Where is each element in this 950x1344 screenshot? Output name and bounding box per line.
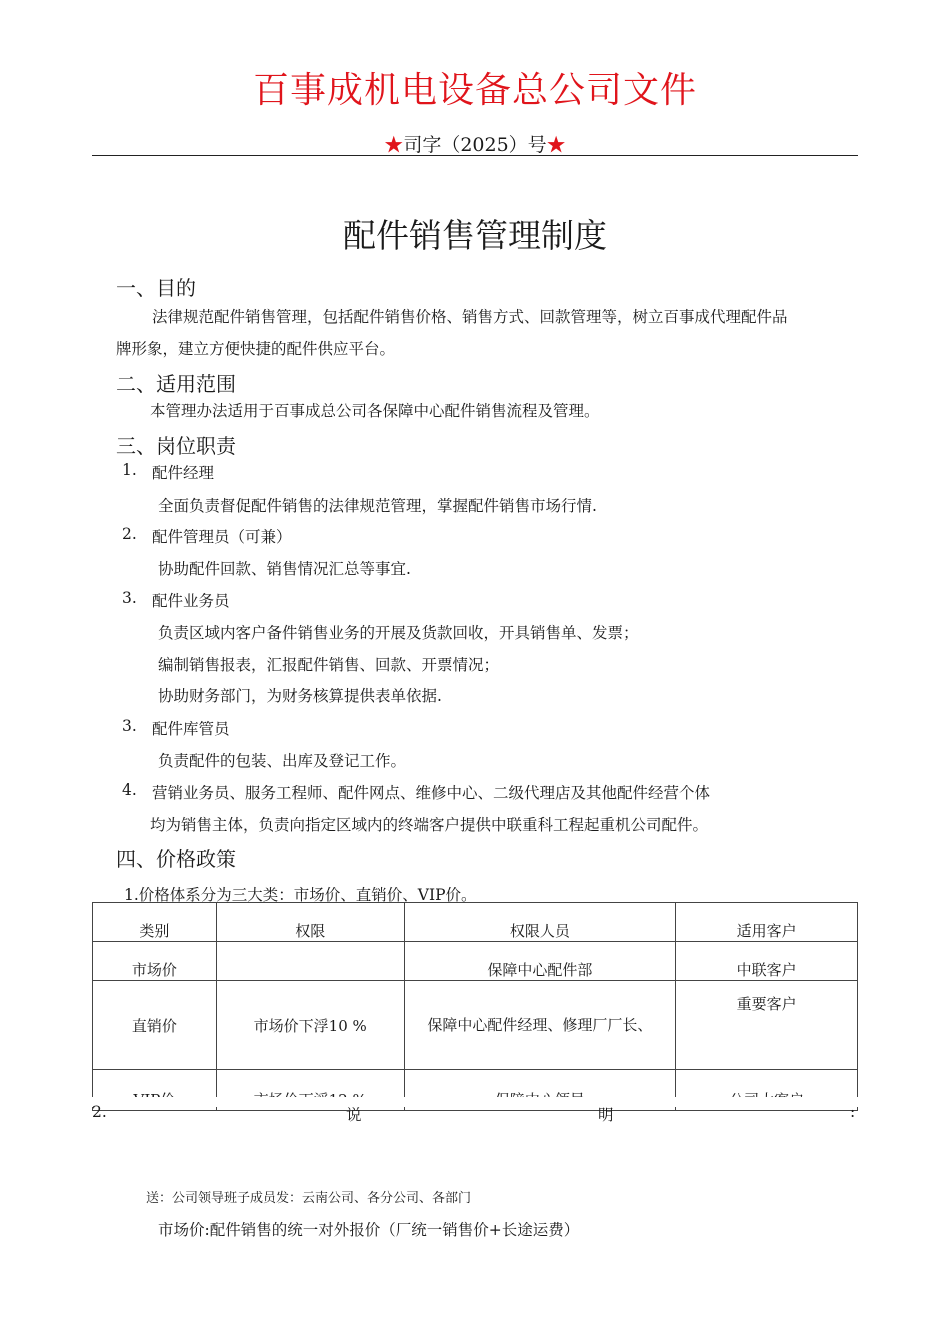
duty-line: 协助配件回款、销售情况汇总等事宜. — [158, 560, 411, 578]
duty-line: 协助财务部门，为财务核算提供表单依据. — [158, 687, 442, 705]
section-heading-pricing: 四、价格政策 — [116, 847, 236, 871]
table-cell: 保障中心配件部 — [404, 942, 676, 981]
duty-title: 营销业务员、服务工程师、配件网点、维修中心、二级代理店及其他配件经营个体 — [152, 784, 711, 802]
duty-number: 3. — [122, 717, 137, 735]
purpose-line-1: 法律规范配件销售管理，包括配件销售价格、销售方式、回款管理等，树立百事成代理配件品 — [152, 308, 788, 326]
pricing-intro: 1.价格体系分为三大类：市场价、直销价、VIP价。 — [124, 886, 477, 904]
duty-number: 1. — [122, 461, 137, 479]
duty-title: 配件经理 — [152, 464, 215, 482]
star-icon: ★ — [384, 134, 404, 156]
section-heading-scope: 二、适用范围 — [116, 372, 236, 396]
duty-line: 负责配件的包装、出库及登记工作。 — [158, 752, 407, 770]
duty-line: 负责区域内客户备件销售业务的开展及货款回收，开具销售单、发票； — [158, 624, 639, 642]
duty-title: 配件业务员 — [152, 592, 230, 610]
duty-number: 2. — [122, 525, 137, 543]
table-cell: 市场价 — [93, 942, 217, 981]
table-row — [93, 942, 858, 981]
table-header-row — [93, 903, 858, 942]
section-heading-duties: 三、岗位职责 — [116, 434, 236, 458]
price-table — [92, 902, 858, 1111]
note-label-colon: : — [850, 1103, 856, 1121]
table-header-cell: 适用客户 — [676, 903, 858, 942]
table-header-cell: 类别 — [93, 903, 217, 942]
table-cutoff — [92, 1097, 858, 1107]
purpose-line-2: 牌形象，建立方便快捷的配件供应平台。 — [116, 340, 396, 358]
document-number — [0, 130, 950, 157]
section-heading-purpose: 一、目的 — [116, 276, 196, 300]
header-divider — [92, 155, 858, 156]
table-cell: 保障中心配件经理、修理厂厂长、 — [404, 981, 676, 1070]
table-cell — [216, 942, 404, 981]
duty-line: 全面负责督促配件销售的法律规范管理，掌握配件销售市场行情. — [158, 497, 597, 515]
market-price-note: 市场价:配件销售的统一对外报价（厂统一销售价+长途运费） — [158, 1221, 580, 1239]
distribution-list: 送：公司领导班子成员发：云南公司、各分公司、各部门 — [146, 1191, 472, 1206]
table-cell: 重要客户 — [676, 981, 858, 1070]
table-cell: 直销价 — [93, 981, 217, 1070]
table-header-cell: 权限 — [216, 903, 404, 942]
scope-text: 本管理办法适用于百事成总公司各保障中心配件销售流程及管理。 — [150, 402, 600, 420]
duty-number: 3. — [122, 589, 137, 607]
duty-number: 4. — [122, 781, 137, 799]
duty-line: 编制销售报表，汇报配件销售、回款、开票情况； — [158, 656, 500, 674]
duty-title: 配件管理员（可兼） — [152, 528, 292, 546]
table-row — [93, 981, 858, 1070]
note-label-char: 说 — [346, 1106, 362, 1124]
table-cell: 市场价下浮10 % — [216, 981, 404, 1070]
doc-number-text: 司字（2025）号 — [403, 134, 547, 156]
table-header-cell: 权限人员 — [404, 903, 676, 942]
table-cell: 中联客户 — [676, 942, 858, 981]
company-title: 百事成机电设备总公司文件 — [252, 70, 697, 111]
note-label-char: 明 — [598, 1106, 614, 1124]
note-number: 2. — [92, 1103, 107, 1121]
document-title: 配件销售管理制度 — [343, 216, 607, 255]
duty-line: 均为销售主体，负责向指定区域内的终端客户提供中联重科工程起重机公司配件。 — [150, 816, 709, 834]
star-icon: ★ — [546, 134, 566, 156]
duty-title: 配件库管员 — [152, 720, 230, 738]
